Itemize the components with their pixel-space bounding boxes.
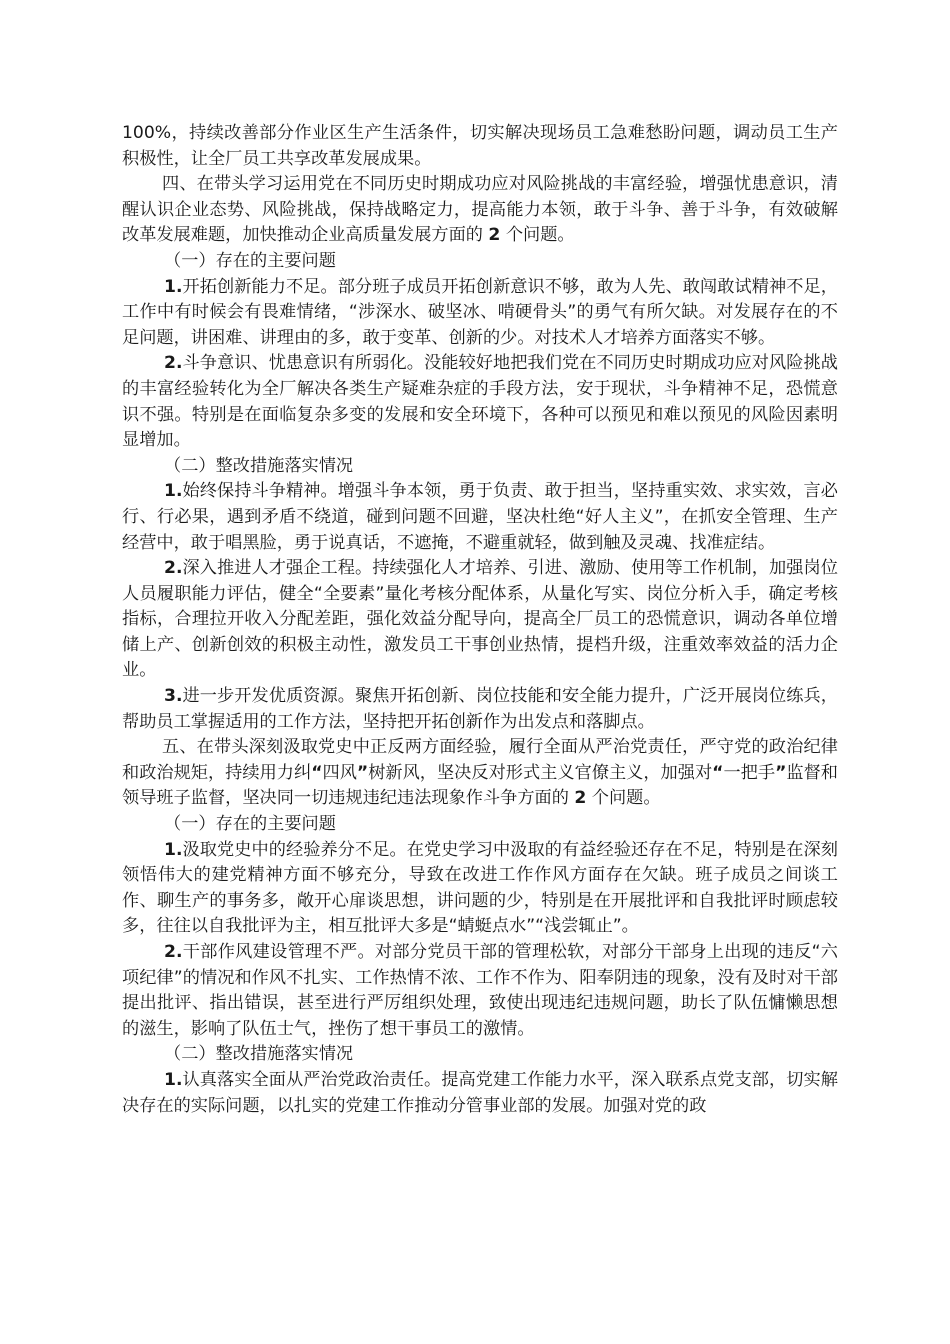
item-text: 开拓创新能力不足。部分班子成员开拓创新意识不够，敢为人先、敢闯敢试精神不足，工作中有时候会有畏难情绪，“涉深水、破坚冰、啃硬骨头”的勇气有所欠缺。对发展存在的不足问题，讲困难、讲理由的多，敢于变革、创新的少。对技术人才培养方面落实不够。 — [122, 276, 838, 348]
quote-close: ” — [775, 762, 787, 783]
item-number: 2. — [164, 558, 183, 579]
section-five-text: 树新风，坚决反对形式主义官僚主义，加强对 — [368, 762, 713, 783]
section-five-paragraph — [122, 735, 838, 812]
measure-item — [122, 479, 838, 556]
problem-item — [122, 275, 838, 352]
document-page — [122, 121, 838, 1119]
quote-open: “ — [712, 762, 724, 783]
item-text: 认真落实全面从严治党政治责任。提高党建工作能力水平，深入联系点党支部，切实解决存在的实际问题，以扎实的党建工作推动分管事业部的发展。加强对党的政 — [122, 1069, 838, 1116]
item-number: 3. — [164, 686, 183, 707]
item-number: 1. — [164, 839, 183, 860]
item-text: 深入推进人才强企工程。持续强化人才培养、引进、激励、使用等工作机制，加强岗位人员履职能力评估，健全“全要素”量化考核分配体系，从量化写实、岗位分析入手，确定考核指标，合理拉开收入分配差距，强化效益分配导向，提高全厂员工的恐慌意识，调动各单位增储上产、创新创效的积极主动性，激发员工干事创业热情，提档升级，注重效率效益的活力企业。 — [122, 558, 838, 681]
subheading-main-problems: （一）存在的主要问题 — [164, 250, 336, 271]
item-text: 进一步开发优质资源。聚焦开拓创新、岗位技能和安全能力提升，广泛开展岗位练兵，帮助员工掌握适用的工作方法，坚持把开拓创新作为出发点和落脚点。 — [122, 686, 838, 732]
problem-item — [122, 351, 838, 453]
problem-item — [122, 838, 838, 940]
section-four-tail: 个问题。 — [505, 225, 575, 246]
subheading-rectification: （二）整改措施落实情况 — [164, 1044, 354, 1065]
quoted-term: 一把手 — [723, 762, 776, 783]
section-five-text: 监督和领导班子监督，坚决同一切违规违纪违法现象作斗争方面的 — [122, 762, 838, 809]
quote-close: ” — [356, 762, 369, 783]
item-number: 1. — [164, 1069, 183, 1090]
section-five-text: 五、在带头深刻汲取党史中正反两方面经验，履行全面从严治党责任，严守党的政治纪律和政治规矩，持续用力纠 — [122, 737, 838, 783]
item-number: 2. — [164, 942, 183, 962]
subheading-main-problems: （一）存在的主要问题 — [164, 814, 336, 835]
problem-item — [122, 940, 838, 1042]
paragraph-continuation: 100%，持续改善部分作业区生产生活条件，切实解决现场员工急难愁盼问题，调动员工生产积极性，让全厂员工共享改革发展成果。 — [122, 123, 838, 169]
quoted-term: 四风 — [322, 762, 357, 783]
section-four-paragraph — [122, 172, 838, 249]
quote-open: “ — [311, 762, 323, 783]
subheading-rectification: （二）整改措施落实情况 — [164, 455, 354, 476]
item-number: 2. — [164, 353, 183, 374]
item-text: 斗争意识、忧患意识有所弱化。没能较好地把我们党在不同历史时期成功应对风险挑战的丰富经验转化为全厂解决各类生产疑难杂症的手段方法，安于现状，斗争精神不足，恐慌意识不强。特别是在面临复杂多变的发展和安全环境下，各种可以预见和难以预见的风险因素明显增加。 — [122, 353, 838, 451]
issue-count: 2 — [574, 788, 587, 809]
item-text: 干部作风建设管理不严。对部分党员干部的管理松软，对部分干部身上出现的违反“六项纪律”的情况和作风不扎实、工作热情不浓、工作不作为、阳奉阴违的现象，没有及时对干部提出批评、指出错误，甚至进行严厉组织处理，致使出现违纪违规问题，助长了队伍慵懒思想的滋生，影响了队伍士气，挫伤了想干事员工的激情。 — [122, 942, 838, 1039]
measure-item — [122, 1068, 838, 1119]
measure-item — [122, 556, 838, 684]
item-number: 1. — [164, 276, 183, 297]
issue-count: 2 — [488, 225, 501, 246]
section-four-text: 四、在带头学习运用党在不同历史时期成功应对风险挑战的丰富经验，增强忧患意识，清醒认识企业态势、风险挑战，保持战略定力，提高能力本领，敢于斗争、善于斗争，有效破解改革发展难题，加快推动企业高质量发展方面的 — [122, 174, 838, 246]
measure-item — [122, 684, 838, 735]
item-text: 汲取党史中的经验养分不足。在党史学习中汲取的有益经验还存在不足，特别是在深刻领悟伟大的建党精神方面不够充分，导致在改进工作作风方面存在欠缺。班子成员之间谈工作、聊生产的事务多，敞开心扉谈思想，讲问题的少，特别是在开展批评和自我批评时顾虑较多，往往以自我批评为主，相互批评大多是“蜻蜓点水”“浅尝辄止”。 — [122, 839, 838, 937]
item-text: 始终保持斗争精神。增强斗争本领，勇于负责、敢于担当，坚持重实效、求实效，言必行、行必果，遇到矛盾不绕道，碰到问题不回避，坚决杜绝“好人主义”，在抓安全管理、生产经营中，敢于唱黑脸，勇于说真话，不遮掩，不避重就轻，做到触及灵魂、找准症结。 — [122, 481, 838, 553]
item-number: 1. — [164, 481, 183, 502]
section-five-tail: 个问题。 — [591, 788, 661, 809]
